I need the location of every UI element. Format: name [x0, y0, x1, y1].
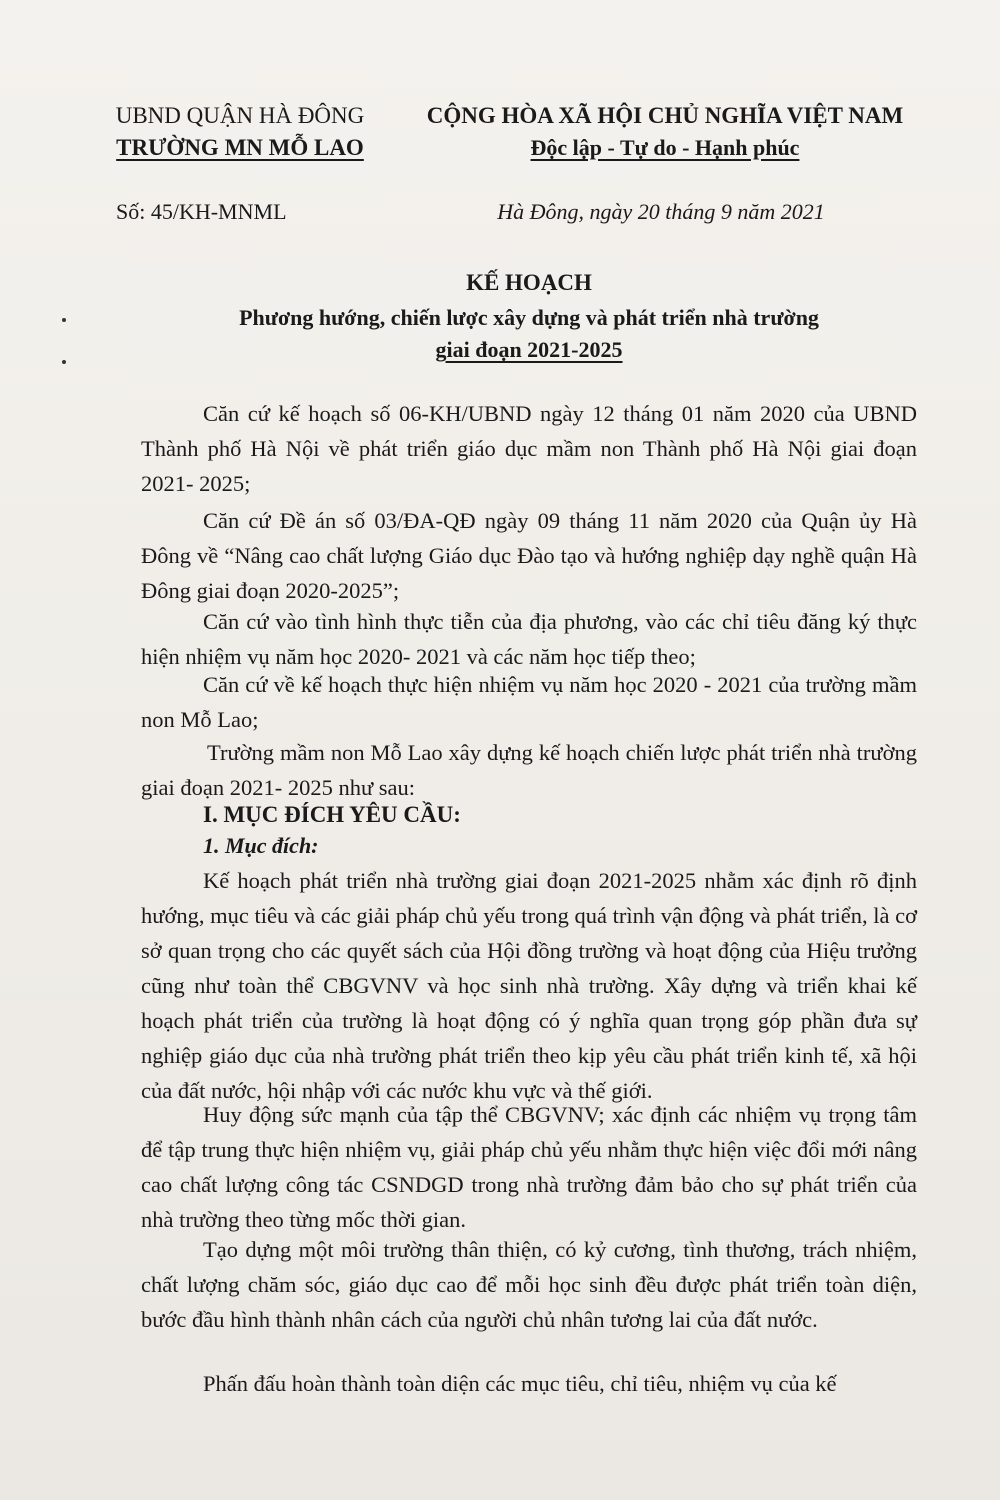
org-line-2: TRƯỜNG MN MỖ LAO: [116, 135, 364, 160]
doc-subtitle-2: [141, 337, 917, 363]
scan-mark: [62, 318, 66, 322]
doc-subtitle-2-text: giai đoạn 2021-2025: [435, 337, 623, 362]
paragraph-7: Huy động sức mạnh của tập thể CBGVNV; xác định các nhiệm vụ trọng tâm để tập trung thực hiện nhiệm vụ, giải pháp chủ yếu nhằm thực hiện việc đổi mới nâng cao chất lượng công tác CSNDGD trong nhà trường đảm bảo cho sự phát triển của nhà trường theo từng mốc thời gian.: [141, 1102, 917, 1232]
subsection-heading-1: 1. Mục đích:: [203, 833, 319, 858]
paragraph-1: Căn cứ kế hoạch số 06-KH/UBND ngày 12 tháng 01 năm 2020 của UBND Thành phố Hà Nội về phát triển giáo dục mầm non Thành phố Hà Nội giai đoạn 2021- 2025;: [141, 401, 917, 496]
paragraph-9: Phấn đấu hoàn thành toàn diện các mục tiêu, chỉ tiêu, nhiệm vụ của kế: [203, 1371, 837, 1396]
paragraph-8: Tạo dựng một môi trường thân thiện, có kỷ cương, tình thương, trách nhiệm, chất lượng chăm sóc, giáo dục cao để mỗi học sinh đều được phát triển toàn diện, bước đầu hình thành nhân cách của người chủ nhân tương lai của đất nước.: [141, 1237, 917, 1332]
org-line-1: UBND QUẬN HÀ ĐÔNG: [115, 103, 365, 128]
paragraph-4: Căn cứ về kế hoạch thực hiện nhiệm vụ năm học 2020 - 2021 của trường mầm non Mỗ Lao;: [141, 672, 917, 732]
place-date: Hà Đông, ngày 20 tháng 9 năm 2021: [497, 199, 825, 224]
nation-line-2: Độc lập - Tự do - Hạnh phúc: [530, 135, 800, 160]
paragraph-6: Kế hoạch phát triển nhà trường giai đoạn 2021-2025 nhằm xác định rõ định hướng, mục tiêu và các giải pháp chủ yếu trong quá trình vận động và phát triển, là cơ sở quan trọng cho các quyết sách của Hội đồng trường và hoạt động của Hiệu trưởng cũng như toàn thể CBGVNV và học sinh nhà trường. Xây dựng và triển khai kế hoạch phát triển của trường là hoạt động có ý nghĩa quan trọng góp phần đưa sự nghiệp giáo dục của nhà trường phát triển theo kịp yêu cầu phát triển kinh tế, xã hội của đất nước, hội nhập với các nước khu vực và thế giới.: [141, 868, 917, 1103]
scan-mark: [62, 360, 66, 364]
paragraph-2: Căn cứ Đề án số 03/ĐA-QĐ ngày 09 tháng 11 năm 2020 của Quận ủy Hà Đông về “Nâng cao chất lượng Giáo dục Đào tạo và hướng nghiệp dạy nghề quận Hà Đông giai đoạn 2020-2025”;: [141, 508, 917, 603]
doc-number: Số: 45/KH-MNML: [116, 199, 287, 224]
doc-title: KẾ HOẠCH: [466, 270, 592, 295]
nation-line-1: CỘNG HÒA XÃ HỘI CHỦ NGHĨA VIỆT NAM: [426, 103, 904, 128]
section-heading-1: I. MỤC ĐÍCH YÊU CẦU:: [203, 802, 461, 827]
paragraph-3: Căn cứ vào tình hình thực tiễn của địa phương, vào các chỉ tiêu đăng ký thực hiện nhiệm vụ năm học 2020- 2021 và các năm học tiếp theo;: [141, 609, 917, 669]
doc-subtitle-1: Phương hướng, chiến lược xây dựng và phát triển nhà trường: [239, 305, 819, 330]
paragraph-5: Trường mầm non Mỗ Lao xây dựng kế hoạch chiến lược phát triển nhà trường giai đoạn 2021- 2025 như sau:: [141, 740, 917, 800]
